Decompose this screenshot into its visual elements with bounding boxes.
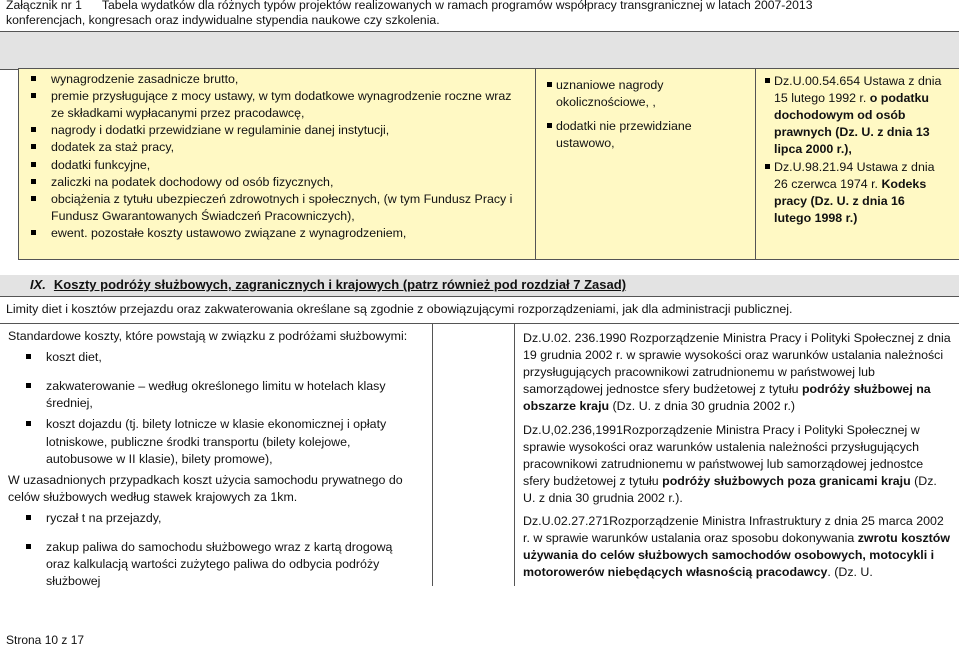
section-number: IX. <box>30 277 46 292</box>
attachment-label: Załącznik nr 1 <box>6 0 82 12</box>
section-header-band <box>0 275 959 297</box>
list-item: zakwaterowanie – według określonego limitu w hotelach klasy średniej, <box>26 378 426 412</box>
list-item: dodatek za staż pracy, <box>31 139 527 156</box>
list-item: ewent. pozostałe koszty ustawowo związane z wynagrodzeniem, <box>31 225 527 242</box>
travel-costs-cell <box>0 324 433 589</box>
car-items-list <box>8 510 426 590</box>
travel-legal-cell <box>514 324 959 586</box>
legal-ref: Dz.U.02. 236.1990 Rozporządzenie Ministra Pracy i Polityki Społecznej z dnia 19 grudnia 2002 r. w sprawie wysokości oraz warunków ustalania należności przysługujących pracownikowi zatrudnionemu w państwowej lub samorządowej jednostce sfery budżetowej z tytułu podróży służbowej na obszarze kraju (Dz. U. z dnia 30 grudnia 2002 r.) <box>523 331 951 414</box>
legal-ref: Dz.U.98.21.94 Ustawa z dnia 26 czerwca 1974 r. Kodeks pracy (Dz. U. z dnia 16 lutego 1998 r.) <box>765 159 945 227</box>
list-item: uznaniowe nagrody okolicznościowe, , <box>546 77 749 111</box>
list-item: premie przysługujące z mocy ustawy, w tym dodatkowe wynagrodzenie roczne wraz ze składkami wypłacanymi przez pracodawcę, <box>31 88 527 122</box>
document-title: Tabela wydatków dla różnych typów projektów realizowanych w ramach programów współpracy transgranicznej w latach 2007-2013 <box>101 0 813 12</box>
car-usage-text: W uzasadnionych przypadkach koszt użycia samochodu prywatnego do celów służbowych według stawek krajowych za 1km. <box>8 472 403 504</box>
list-item: obciążenia z tytułu ubezpieczeń zdrowotnych i społecznych, (w tym Fundusz Pracy i Fundusz Gwarantowanych Świadczeń Pracowniczych), <box>31 191 527 225</box>
section-divider <box>0 260 959 276</box>
section-heading <box>30 276 626 294</box>
header-line-2: konferencjach, kongresach oraz indywidualne stypendia naukowe czy szkolenia. <box>6 13 440 27</box>
legal-ref: Dz.U.00.54.654 Ustawa z dnia 15 lutego 1992 r. o podatku dochodowym od osób prawnych (Dz. U. z dnia 13 lipca 2000 r.), <box>765 73 945 159</box>
list-item: dodatki funkcyjne, <box>31 157 527 174</box>
page-number: Strona 10 z 17 <box>6 633 85 647</box>
gray-band <box>0 31 959 70</box>
discretionary-cell <box>536 68 756 260</box>
salary-items-list <box>19 69 535 242</box>
legal-ref: Dz.U,02.236,1991Rozporządzenie Ministra Pracy i Polityki Społecznej w sprawie wysokości oraz warunków ustalenia należności przysługujących pracownikowi zatrudnionemu w państwowej lub samorządowej jednostce sfery budżetowej z tytułu podróży służbowych poza granicami kraju (Dz. U. z dnia 30 grudnia 2002 r.). <box>523 422 937 505</box>
list-item: dodatki nie przewidziane ustawowo, <box>546 118 749 152</box>
travel-items-list <box>8 349 426 468</box>
list-item: koszt diet, <box>26 349 426 366</box>
discretionary-list <box>536 69 755 152</box>
list-item: zakup paliwa do samochodu służbowego wraz z kartą drogową oraz kalkulacją wartości zużytego paliwa do odbycia podróży służbowej <box>26 539 426 590</box>
list-item: ryczał t na przejazdy, <box>26 510 426 527</box>
list-item: wynagrodzenie zasadnicze brutto, <box>31 71 527 88</box>
salary-legal-cell <box>756 68 959 260</box>
salary-items-cell <box>18 68 536 260</box>
list-item: nagrody i dodatki przewidziane w regulaminie danej instytucji, <box>31 122 527 139</box>
travel-intro: Standardowe koszty, które powstają w związku z podróżami służbowymi: <box>8 329 408 343</box>
list-item: zaliczki na podatek dochodowy od osób fizycznych, <box>31 174 527 191</box>
limits-note: Limity diet i kosztów przejazdu oraz zakwaterowania określane są zgodnie z obowiązującymi rozporządzeniami, jak dla administracji publicznej. <box>6 302 793 316</box>
section-title: Koszty podróży służbowych, zagranicznych i krajowych (patrz również pod rozdział 7 Zasad) <box>53 277 627 292</box>
list-item: koszt dojazdu (tj. bilety lotnicze w klasie ekonomicznej i opłaty lotniskowe, publiczne środki transportu (bilety kolejowe, autobusowe w II klasie), bilety promowe), <box>26 416 426 467</box>
legal-ref: Dz.U.02.27.271Rozporządzenie Ministra Infrastruktury z dnia 25 marca 2002 r. w sprawie warunków ustalania oraz sposobu dokonywania zwrotu kosztów używania do celów służbowych samochodów osobowych, motocykli i motorowerów niebędących własnością pracodawcy. (Dz. U. <box>523 514 950 580</box>
